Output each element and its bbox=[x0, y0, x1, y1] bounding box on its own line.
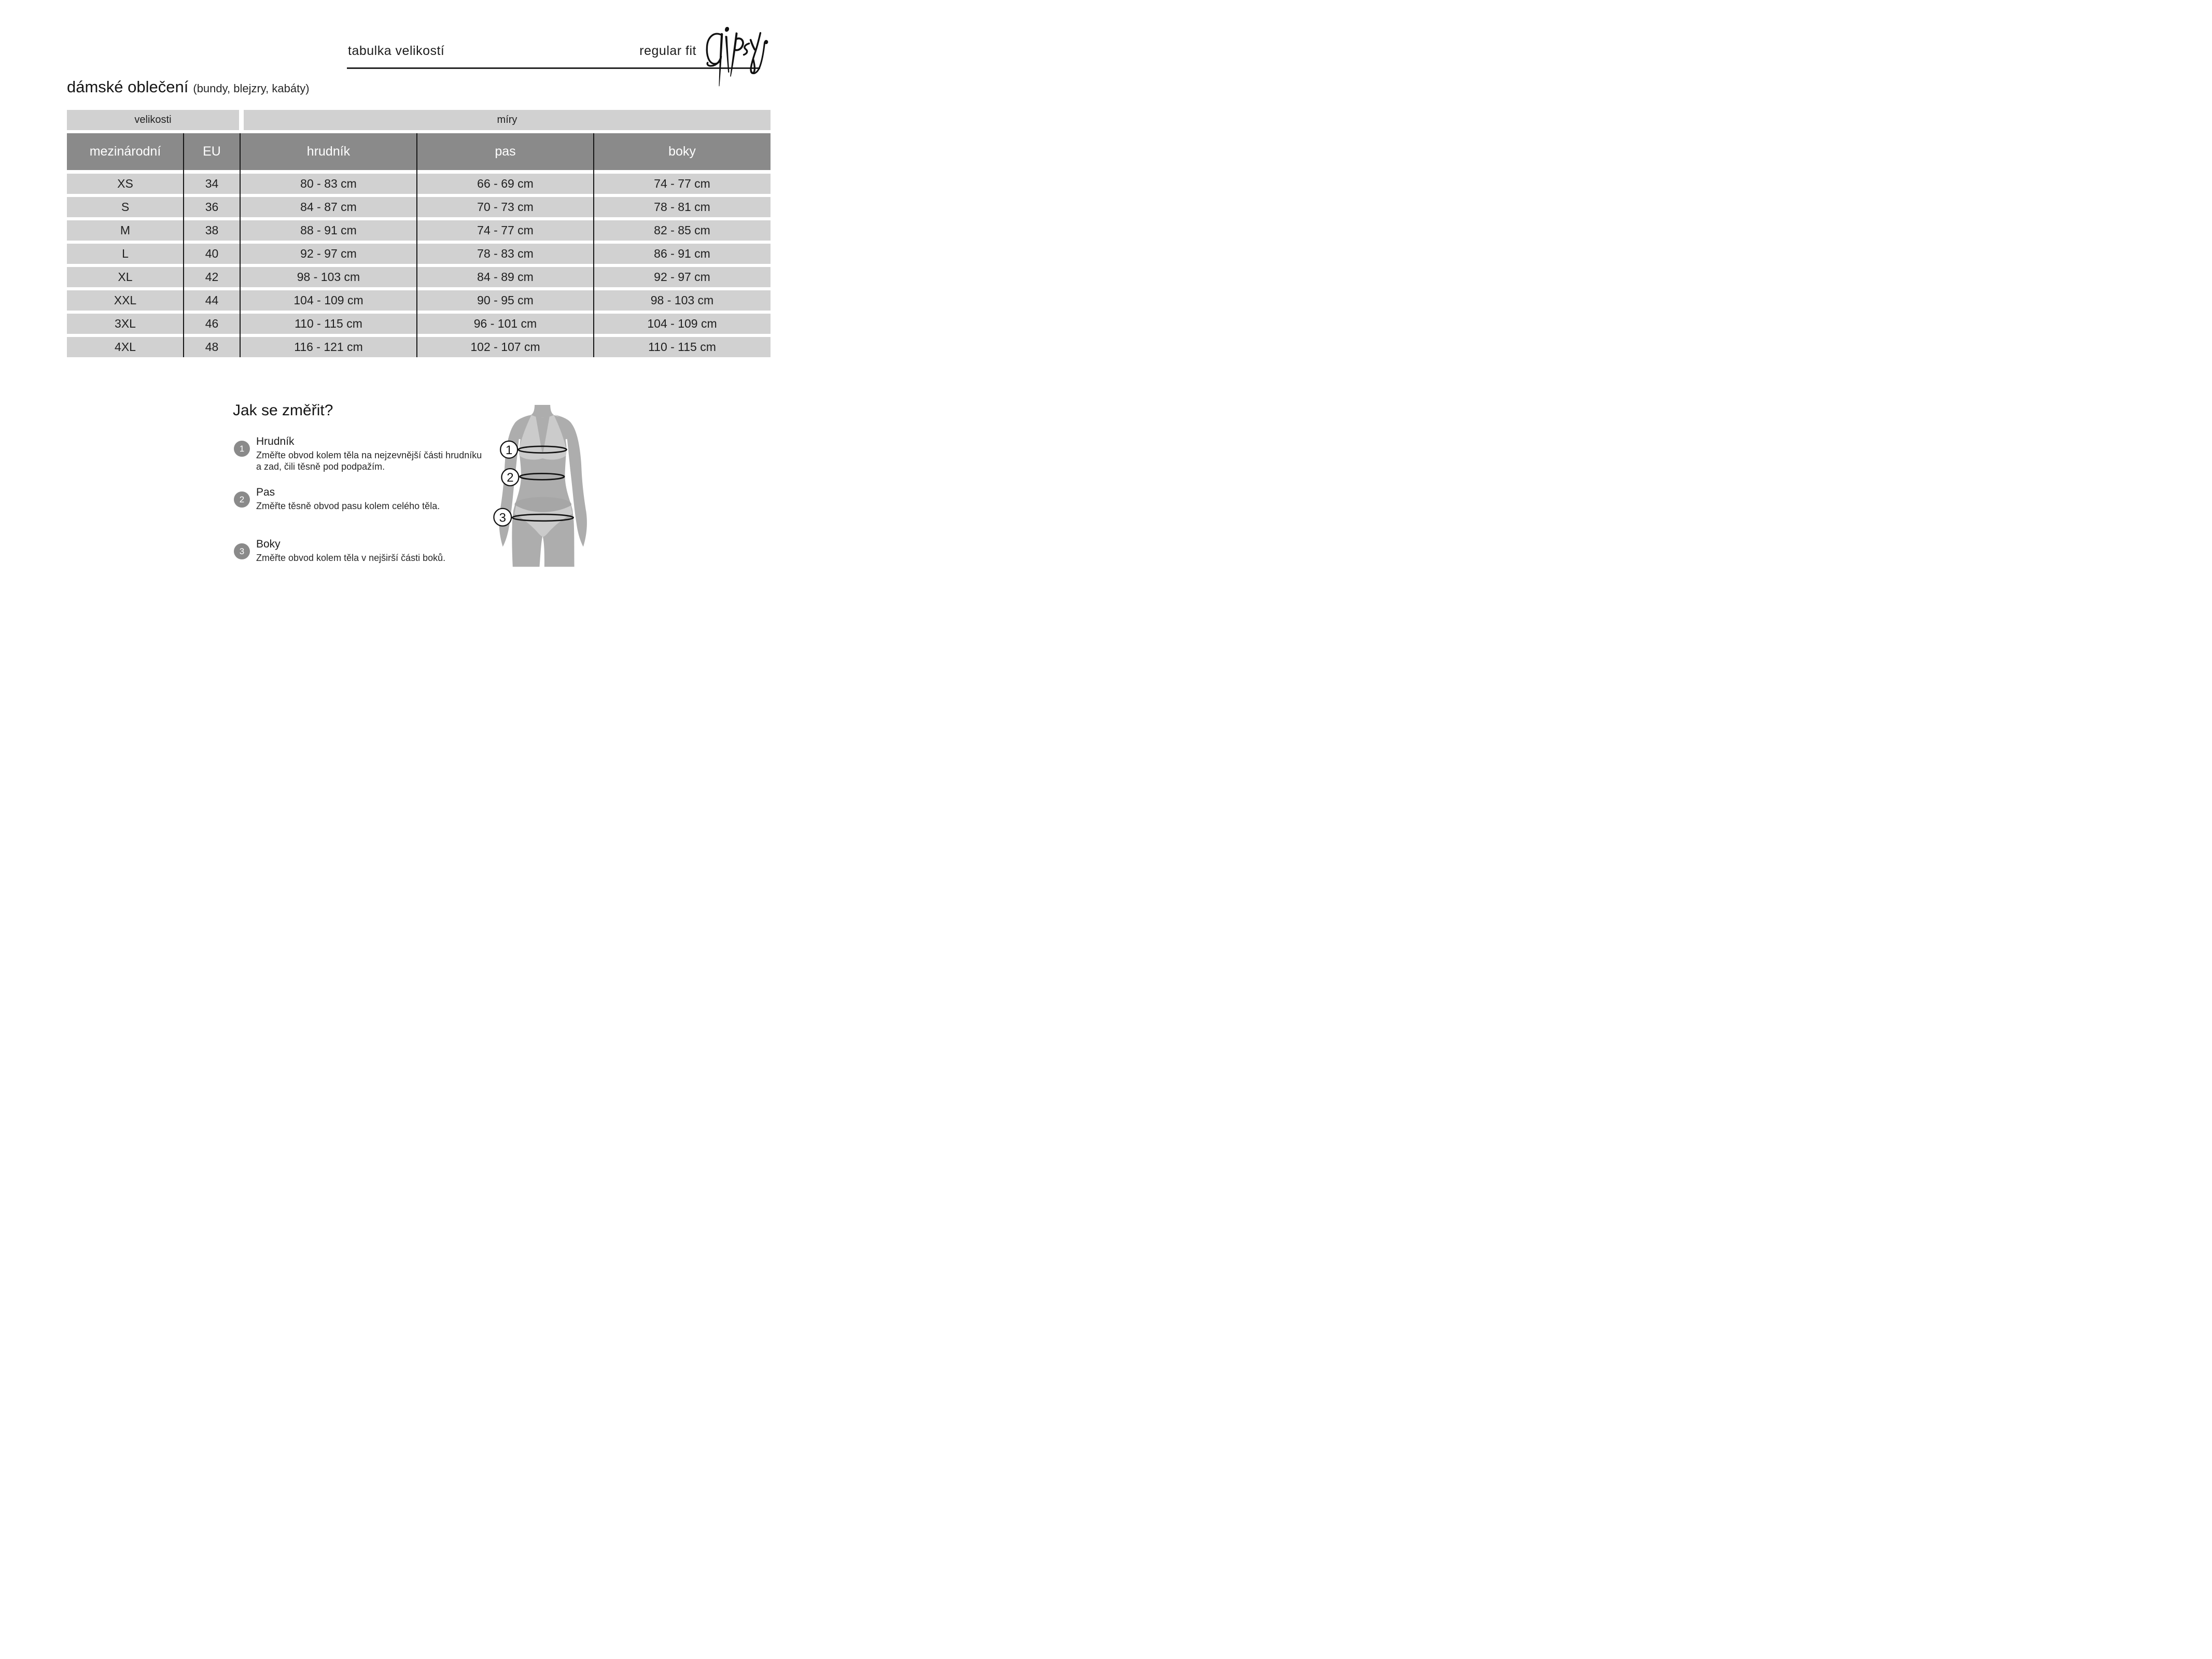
column-divider-line bbox=[593, 133, 594, 357]
table-cell: XS bbox=[67, 174, 184, 194]
gipsy-brand-logo-icon bbox=[692, 8, 780, 97]
table-cell: 44 bbox=[184, 290, 240, 311]
column-header: mezinárodní bbox=[67, 133, 184, 170]
table-cell: 90 - 95 cm bbox=[417, 290, 594, 311]
table-cell: 66 - 69 cm bbox=[417, 174, 594, 194]
section-title-main: dámské oblečení bbox=[67, 78, 189, 96]
table-cell: 36 bbox=[184, 197, 240, 217]
step-label: Boky bbox=[256, 538, 281, 550]
fit-label: regular fit bbox=[639, 44, 696, 58]
step-description: Změřte obvod kolem těla na nejzevnější části hrudníku a zad, čili těsně pod podpažím. bbox=[256, 450, 482, 472]
table-cell: 74 - 77 cm bbox=[417, 220, 594, 241]
step-body bbox=[256, 538, 445, 564]
section-subtitle: (bundy, blejzry, kabáty) bbox=[193, 82, 310, 95]
table-cell: M bbox=[67, 220, 184, 241]
column-divider-line bbox=[183, 133, 184, 357]
table-row bbox=[67, 290, 771, 311]
column-header: EU bbox=[184, 133, 240, 170]
table-cell: 102 - 107 cm bbox=[417, 337, 594, 357]
table-cell: 38 bbox=[184, 220, 240, 241]
step-body bbox=[256, 486, 440, 512]
table-cell: 86 - 91 cm bbox=[594, 244, 771, 264]
table-cell: 48 bbox=[184, 337, 240, 357]
table-cell: 78 - 81 cm bbox=[594, 197, 771, 217]
table-row bbox=[67, 267, 771, 287]
measure-step bbox=[234, 435, 484, 472]
table-cell: 4XL bbox=[67, 337, 184, 357]
step-body bbox=[256, 435, 484, 472]
table-cell: 98 - 103 cm bbox=[594, 290, 771, 311]
table-cell: 88 - 91 cm bbox=[240, 220, 417, 241]
group-header-sizes: velikosti bbox=[67, 110, 239, 130]
table-cell: 3XL bbox=[67, 314, 184, 334]
section-title bbox=[67, 78, 310, 96]
table-group-header-row bbox=[67, 110, 771, 130]
table-body bbox=[67, 174, 771, 357]
step-label: Pas bbox=[256, 486, 275, 498]
table-cell: 92 - 97 cm bbox=[240, 244, 417, 264]
table-cell: 104 - 109 cm bbox=[240, 290, 417, 311]
table-cell: XL bbox=[67, 267, 184, 287]
table-cell: 46 bbox=[184, 314, 240, 334]
marker-label-2: 2 bbox=[507, 471, 514, 485]
column-divider-line bbox=[416, 133, 417, 357]
table-cell: 96 - 101 cm bbox=[417, 314, 594, 334]
size-table bbox=[67, 110, 771, 360]
table-cell: S bbox=[67, 197, 184, 217]
table-row bbox=[67, 174, 771, 194]
table-cell: 98 - 103 cm bbox=[240, 267, 417, 287]
group-header-measures: míry bbox=[244, 110, 771, 130]
table-cell: 110 - 115 cm bbox=[240, 314, 417, 334]
table-cell: 92 - 97 cm bbox=[594, 267, 771, 287]
table-row bbox=[67, 197, 771, 217]
table-cell: 116 - 121 cm bbox=[240, 337, 417, 357]
table-cell: 34 bbox=[184, 174, 240, 194]
marker-label-3: 3 bbox=[499, 511, 506, 525]
column-header: pas bbox=[417, 133, 594, 170]
size-chart-page bbox=[0, 0, 830, 622]
table-cell: 42 bbox=[184, 267, 240, 287]
table-cell: L bbox=[67, 244, 184, 264]
column-header: boky bbox=[594, 133, 771, 170]
step-description: Změřte těsně obvod pasu kolem celého těla. bbox=[256, 501, 440, 511]
body-measurement-figure bbox=[493, 405, 591, 567]
column-divider-line bbox=[240, 133, 241, 357]
step-description: Změřte obvod kolem těla v nejširší části boků. bbox=[256, 553, 446, 563]
table-cell: 70 - 73 cm bbox=[417, 197, 594, 217]
step-label: Hrudník bbox=[256, 435, 295, 447]
table-cell: 80 - 83 cm bbox=[240, 174, 417, 194]
step-number-badge: 3 bbox=[234, 543, 250, 559]
step-number-badge: 2 bbox=[234, 491, 250, 508]
column-header: hrudník bbox=[240, 133, 417, 170]
table-cell: 84 - 87 cm bbox=[240, 197, 417, 217]
table-row bbox=[67, 337, 771, 357]
table-cell: 40 bbox=[184, 244, 240, 264]
measure-step bbox=[234, 538, 445, 564]
table-cell: 84 - 89 cm bbox=[417, 267, 594, 287]
marker-label-1: 1 bbox=[505, 443, 513, 457]
table-cell: 110 - 115 cm bbox=[594, 337, 771, 357]
step-number-badge: 1 bbox=[234, 441, 250, 457]
measure-step bbox=[234, 486, 440, 512]
howto-heading: Jak se změřit? bbox=[233, 402, 333, 419]
table-row bbox=[67, 244, 771, 264]
table-cell: XXL bbox=[67, 290, 184, 311]
table-column-header-row bbox=[67, 133, 771, 170]
page-title: tabulka velikostí bbox=[348, 44, 445, 58]
table-row bbox=[67, 314, 771, 334]
table-cell: 74 - 77 cm bbox=[594, 174, 771, 194]
table-cell: 78 - 83 cm bbox=[417, 244, 594, 264]
table-row bbox=[67, 220, 771, 241]
table-cell: 82 - 85 cm bbox=[594, 220, 771, 241]
table-cell: 104 - 109 cm bbox=[594, 314, 771, 334]
